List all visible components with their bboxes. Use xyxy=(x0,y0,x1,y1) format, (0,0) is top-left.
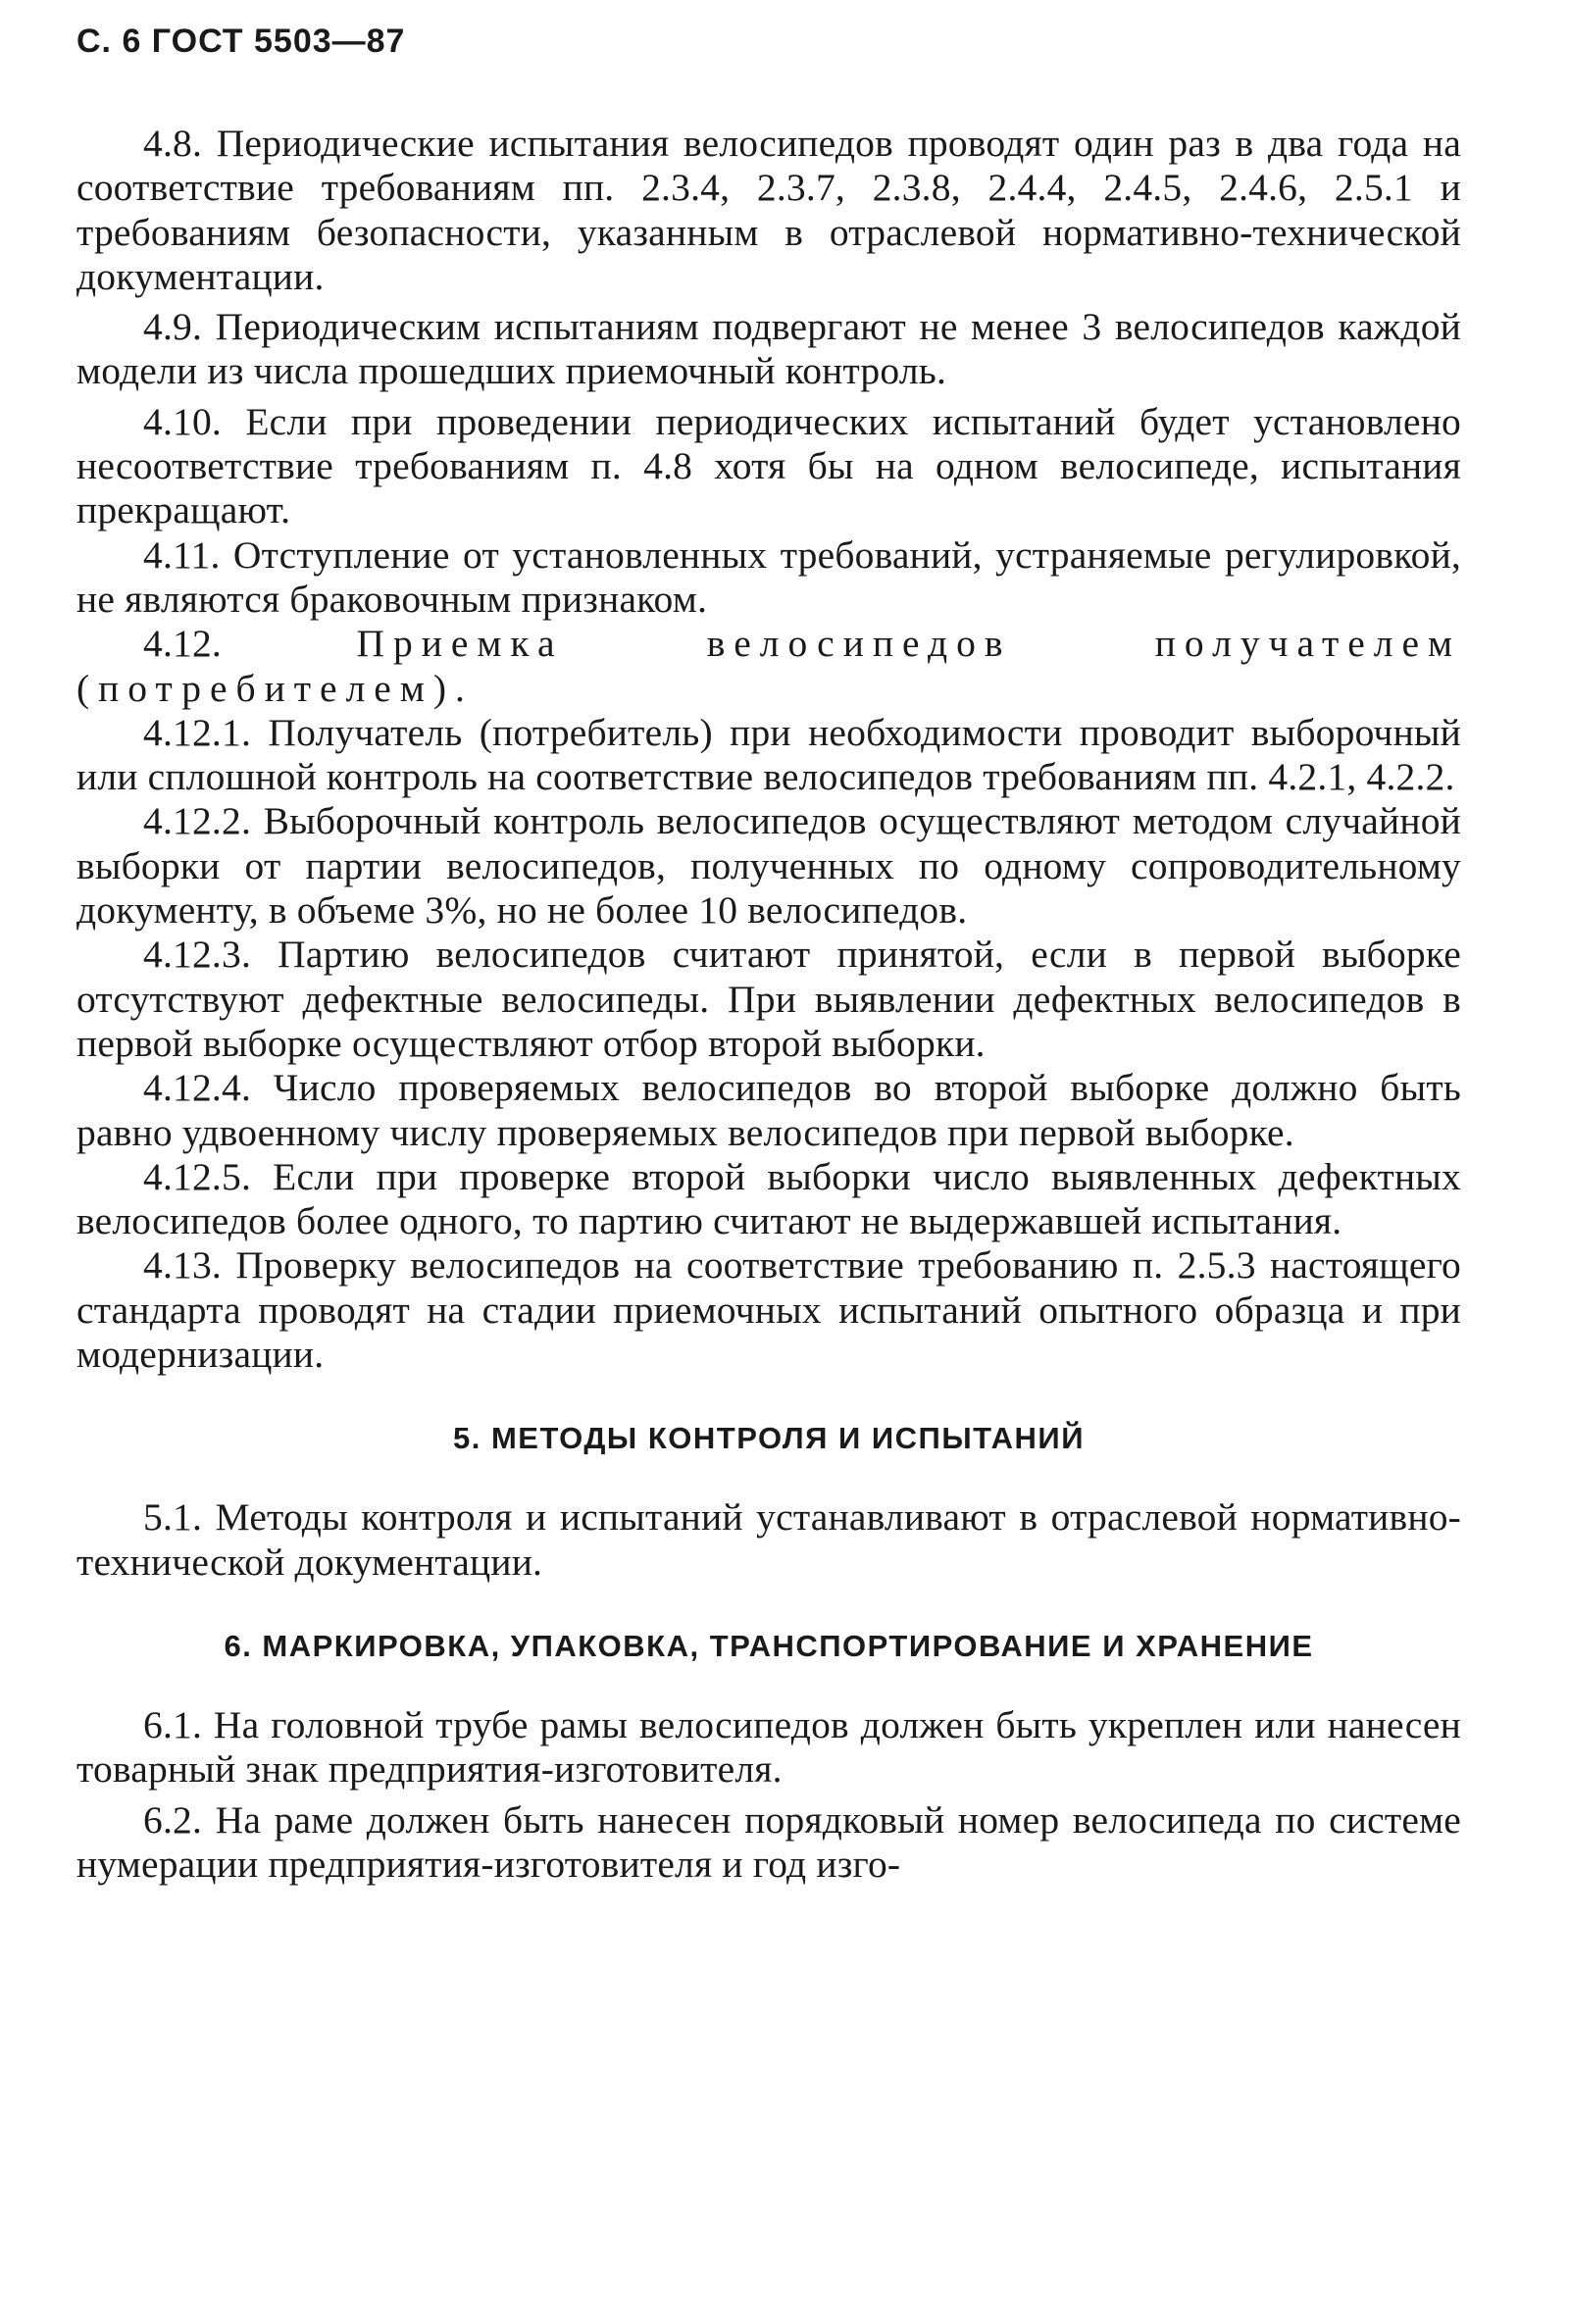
paragraph-4-11: 4.11. Отступление от установленных требований, устраняемые регулировкой, не являются браковочным признаком. xyxy=(76,532,1461,621)
document-page xyxy=(76,22,1461,1887)
paragraph-4-12 xyxy=(76,622,1461,711)
running-head: С. 6 ГОСТ 5503—87 xyxy=(76,23,406,60)
paragraph-4-12-4: 4.12.4. Число проверяемых велосипедов во второй выборке должно быть равно удвоенному числу проверяемых велосипедов при первой выборке. xyxy=(76,1066,1461,1154)
section-6-title: 6. МАРКИРОВКА, УПАКОВКА, ТРАНСПОРТИРОВАНИЕ И ХРАНЕНИЕ xyxy=(224,1628,1314,1663)
paragraph-4-9: 4.9. Периодическим испытаниям подвергают не менее 3 велосипедов каждой модели из числа прошедших приемочный контроль. xyxy=(76,305,1461,393)
paragraph-4-12-2: 4.12.2. Выборочный контроль велосипедов осуществляют методом случайной выборки от партии велосипедов, полученных по одному сопроводительному документу, в объеме 3%, но не более 10 велосипедов. xyxy=(76,799,1461,933)
paragraph-6-1: 6.1. На головной трубе рамы велосипедов должен быть укреплен или нанесен товарный знак предприятия-изготовителя. xyxy=(76,1702,1461,1792)
paragraph-4-12-3: 4.12.3. Партию велосипедов считают принятой, если в первой выборке отсутствуют дефектные велосипеды. При выявлении дефектных велосипедов в первой выборке осуществляют отбор второй выборки. xyxy=(76,933,1461,1065)
paragraph-4-12-number: 4.12. xyxy=(143,622,222,666)
paragraph-4-8: 4.8. Периодические испытания велосипедов проводят один раз в два года на соответствие требованиям пп. 2.3.4, 2.3.7, 2.3.8, 2.4.4, 2.4.5, 2.4.6, 2.5.1 и требованиям безопасности, указанным в отраслевой нормативно-технической документации. xyxy=(76,122,1461,298)
paragraph-4-10: 4.10. Если при проведении периодических испытаний будет установлено несоответствие требованиям п. 4.8 хотя бы на одном велосипеде, испытания прекращают. xyxy=(76,399,1461,532)
paragraph-5-1: 5.1. Методы контроля и испытаний устанавливают в отраслевой нормативно-технической документации. xyxy=(76,1495,1461,1584)
paragraph-4-12-1: 4.12.1. Получатель (потребитель) при необходимости проводит выборочный или сплошной контроль на соответствие велосипедов требованиям пп. 4.2.1, 4.2.2. xyxy=(76,710,1461,799)
paragraph-4-12-heading: Приемка велосипедов получателем (потребителем). xyxy=(76,622,1461,710)
paragraph-4-13: 4.13. Проверку велосипедов на соответствие требованию п. 2.5.3 настоящего стандарта проводят на стадии приемочных испытаний опытного образца и при модернизации. xyxy=(76,1243,1461,1377)
paragraph-6-2: 6.2. На раме должен быть нанесен порядковый номер велосипеда по системе нумерации предприятия-изготовителя и год изго- xyxy=(76,1797,1461,1886)
section-5-title: 5. МЕТОДЫ КОНТРОЛЯ И ИСПЫТАНИЙ xyxy=(452,1421,1085,1456)
paragraph-4-12-5: 4.12.5. Если при проверке второй выборки число выявленных дефектных велосипедов более одного, то партию считают не выдержавшей испытания. xyxy=(76,1154,1461,1243)
